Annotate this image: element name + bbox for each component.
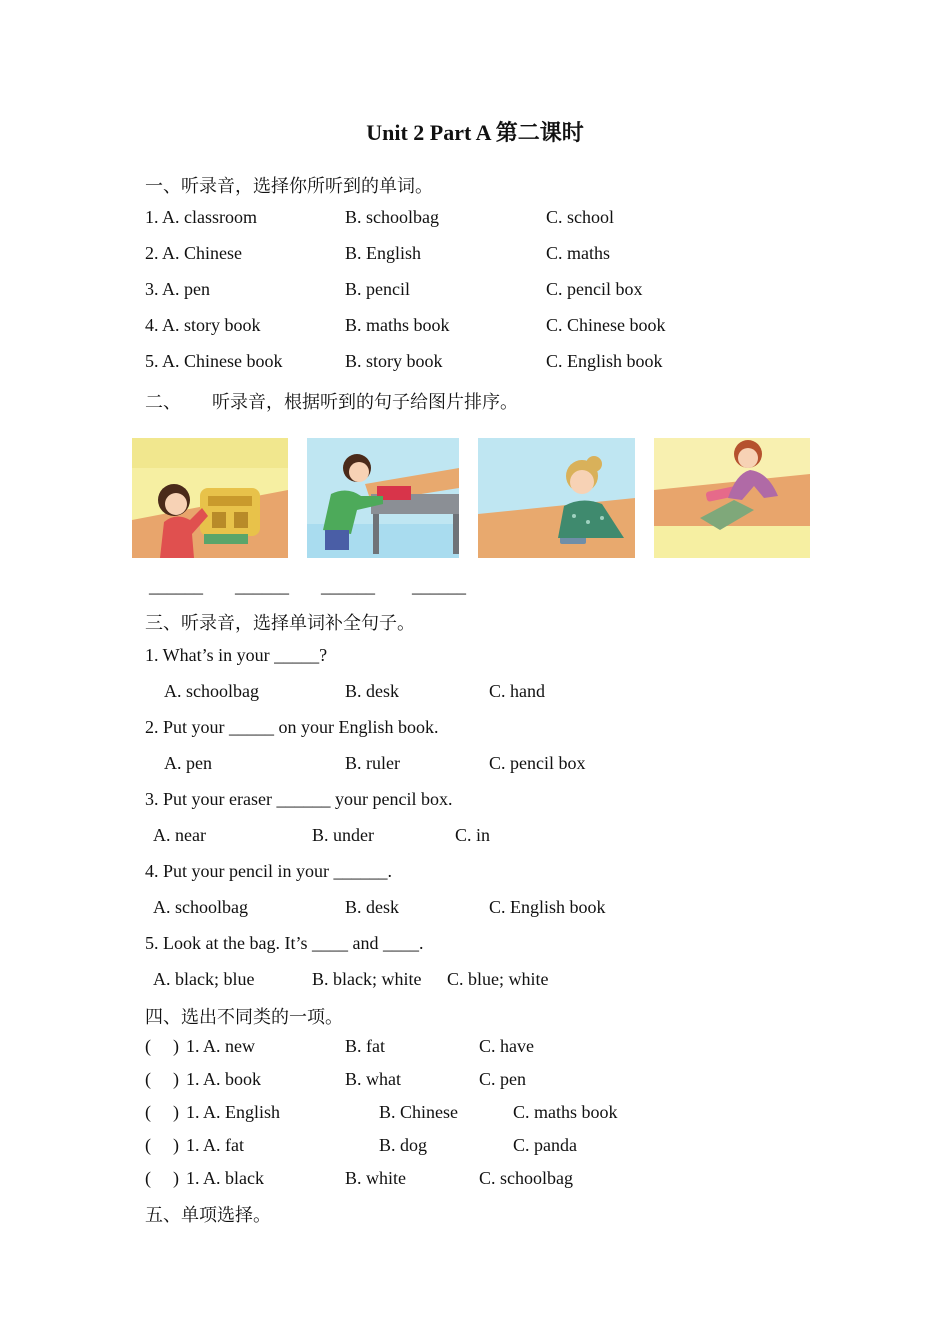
option-a: A. schoolbag bbox=[153, 897, 248, 917]
section-1-item bbox=[0, 207, 950, 233]
option-a: 1. A. black bbox=[186, 1168, 264, 1188]
answer-paren-open[interactable]: ( bbox=[145, 1069, 151, 1089]
question-3: 3. Put your eraser ______ your pencil box. bbox=[145, 789, 453, 809]
option-c: C. in bbox=[455, 825, 491, 845]
option-b: B. English bbox=[345, 243, 422, 263]
option-a: 4. A. story book bbox=[145, 315, 261, 335]
option-a: 1. A. book bbox=[186, 1069, 262, 1089]
answer-blank[interactable]: ______ bbox=[149, 576, 203, 596]
option-b: B. white bbox=[345, 1168, 406, 1188]
option-b: B. black; white bbox=[312, 969, 422, 989]
answer-paren-close: ) bbox=[173, 1135, 179, 1155]
picture-girl-pencil bbox=[654, 438, 810, 558]
answer-blank[interactable]: ______ bbox=[321, 576, 375, 596]
answer-blank[interactable]: ______ bbox=[412, 576, 466, 596]
option-b: B. pencil bbox=[345, 279, 410, 299]
option-b: B. desk bbox=[345, 897, 399, 917]
section-2-heading bbox=[0, 388, 950, 414]
option-a: 2. A. Chinese bbox=[145, 243, 242, 263]
option-b: B. desk bbox=[345, 681, 399, 701]
answer-paren-open[interactable]: ( bbox=[145, 1168, 151, 1188]
option-b: B. schoolbag bbox=[345, 207, 439, 227]
section-1-item bbox=[0, 243, 950, 269]
question-text bbox=[0, 861, 950, 887]
answer-paren-open[interactable]: ( bbox=[145, 1036, 151, 1056]
option-a: 3. A. pen bbox=[145, 279, 210, 299]
option-c: C. English book bbox=[546, 351, 663, 371]
question-options bbox=[0, 753, 950, 779]
answer-paren-close: ) bbox=[173, 1102, 179, 1122]
option-c: C. have bbox=[479, 1036, 534, 1056]
section-2-text: 听录音，根据听到的句子给图片排序。 bbox=[212, 392, 518, 412]
option-a: A. schoolbag bbox=[164, 681, 259, 701]
option-a: A. pen bbox=[164, 753, 212, 773]
option-b: B. maths book bbox=[345, 315, 450, 335]
question-text bbox=[0, 789, 950, 815]
option-a: 1. A. new bbox=[186, 1036, 255, 1056]
option-b: B. what bbox=[345, 1069, 401, 1089]
option-b: B. story book bbox=[345, 351, 443, 371]
question-options bbox=[0, 897, 950, 923]
question-options bbox=[0, 681, 950, 707]
option-c: C. hand bbox=[489, 681, 545, 701]
answer-blank[interactable]: ______ bbox=[235, 576, 289, 596]
option-b: B. dog bbox=[379, 1135, 428, 1155]
section-3-heading: 三、听录音，选择单词补全句子。 bbox=[145, 613, 415, 633]
option-c: C. panda bbox=[513, 1135, 577, 1155]
option-c: C. pencil box bbox=[489, 753, 586, 773]
section-1-item bbox=[0, 351, 950, 377]
section-5-heading: 五、单项选择。 bbox=[145, 1205, 271, 1225]
odd-one-out-item bbox=[0, 1036, 950, 1062]
option-c: C. blue; white bbox=[447, 969, 549, 989]
option-a: 1. A. English bbox=[186, 1102, 281, 1122]
picture-row bbox=[0, 438, 950, 560]
picture-girl-schoolbag bbox=[132, 438, 288, 558]
answer-paren-close: ) bbox=[173, 1069, 179, 1089]
picture-order-blanks bbox=[0, 576, 950, 600]
question-4: 4. Put your pencil in your ______. bbox=[145, 861, 392, 881]
option-b: B. under bbox=[312, 825, 374, 845]
section-1-item bbox=[0, 315, 950, 341]
section-1-heading: 一、听录音，选择你所听到的单词。 bbox=[145, 176, 433, 196]
question-options bbox=[0, 969, 950, 995]
option-c: C. pencil box bbox=[546, 279, 643, 299]
odd-one-out-item bbox=[0, 1069, 950, 1095]
option-c: C. English book bbox=[489, 897, 606, 917]
answer-paren-close: ) bbox=[173, 1168, 179, 1188]
odd-one-out-item bbox=[0, 1102, 950, 1128]
answer-paren-close: ) bbox=[173, 1036, 179, 1056]
answer-paren-open[interactable]: ( bbox=[145, 1102, 151, 1122]
option-b: B. ruler bbox=[345, 753, 400, 773]
option-a: 5. A. Chinese book bbox=[145, 351, 283, 371]
question-text bbox=[0, 645, 950, 671]
option-a: 1. A. fat bbox=[186, 1135, 244, 1155]
section-4-heading: 四、选出不同类的一项。 bbox=[145, 1007, 343, 1027]
option-c: C. Chinese book bbox=[546, 315, 666, 335]
option-a: A. black; blue bbox=[153, 969, 255, 989]
picture-boy-desk bbox=[307, 438, 459, 558]
picture-girl-pencil-box bbox=[478, 438, 635, 558]
odd-one-out-item bbox=[0, 1135, 950, 1161]
option-c: C. school bbox=[546, 207, 615, 227]
option-a: 1. A. classroom bbox=[145, 207, 257, 227]
option-c: C. maths bbox=[546, 243, 611, 263]
section-1-item bbox=[0, 279, 950, 305]
option-b: B. Chinese bbox=[379, 1102, 458, 1122]
question-options bbox=[0, 825, 950, 851]
page-title: Unit 2 Part A 第二课时 bbox=[366, 120, 584, 145]
question-5: 5. Look at the bag. It’s ____ and ____. bbox=[145, 933, 424, 953]
section-2-number: 二、 bbox=[145, 392, 181, 412]
option-b: B. fat bbox=[345, 1036, 385, 1056]
option-c: C. maths book bbox=[513, 1102, 618, 1122]
option-a: A. near bbox=[153, 825, 206, 845]
option-c: C. pen bbox=[479, 1069, 526, 1089]
question-1: 1. What’s in your _____? bbox=[145, 645, 328, 665]
question-text bbox=[0, 933, 950, 959]
odd-one-out-item bbox=[0, 1168, 950, 1194]
question-text bbox=[0, 717, 950, 743]
question-2: 2. Put your _____ on your English book. bbox=[145, 717, 439, 737]
answer-paren-open[interactable]: ( bbox=[145, 1135, 151, 1155]
option-c: C. schoolbag bbox=[479, 1168, 573, 1188]
